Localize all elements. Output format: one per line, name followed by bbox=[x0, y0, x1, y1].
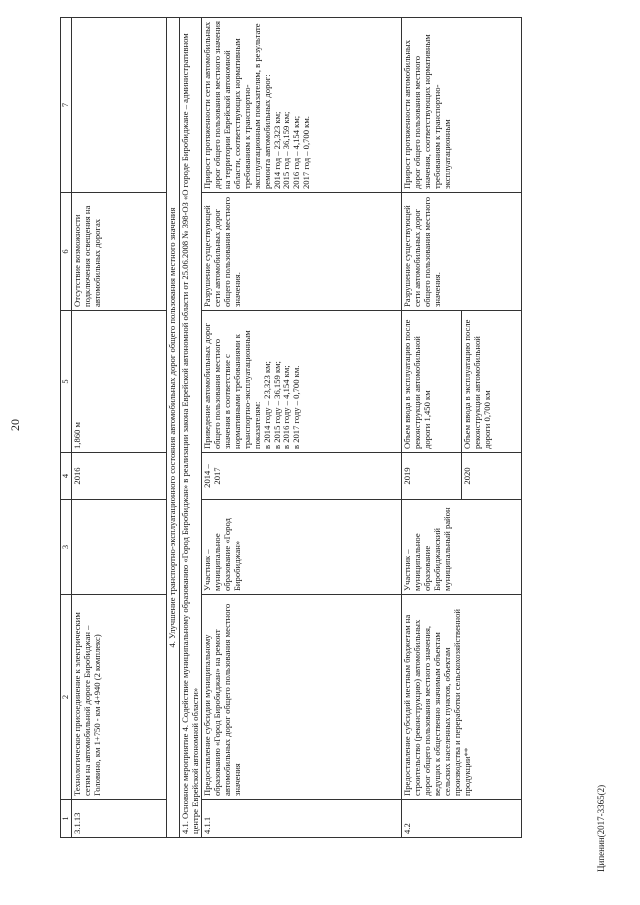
indicator: Прирост протяженности автомобильных дорог общего пользования местного значения, соответствующих нормативным требованиям к транспортно-эксплуатационным bbox=[402, 18, 522, 193]
document-stamp: Ципенин(2017-3365(2) bbox=[596, 784, 606, 872]
page-number: 20 bbox=[8, 419, 22, 431]
col-num-1: 1 bbox=[61, 800, 72, 838]
col-num-5: 5 bbox=[61, 311, 72, 453]
program-table bbox=[60, 17, 522, 838]
expected-result: Объем ввода в эксплуатацию после реконструкции автомобильной дороги 0,700 км bbox=[462, 311, 522, 453]
indicator bbox=[71, 18, 166, 193]
row-number: 3.1.13 bbox=[71, 800, 166, 838]
measure-name: Предоставление субсидий местным бюджетам на строительство (реконструкцию) автомобильных дорог общего пользования местного значения, ведущих к общественно значимым объектам сельских населенных пунктов, объектам производства и переработки сельскохозяйственной продукции** bbox=[402, 595, 522, 800]
participant bbox=[71, 500, 166, 595]
indicator: Прирост протяженности сети автомобильных дорог общего пользования местного значения на территории Еврейской автономной области, соответствующих нормативным требованиям к транспортно-эксплуатационным показателям, в результате ремонта автомобильных дорог: 2014 год – 23,323 км; 2015 год – 36,159 км; 2016 год – 4,154 км; 2017 год – 0,700 км. bbox=[202, 18, 402, 193]
row-number: 4.2 bbox=[402, 800, 522, 838]
column-number-row bbox=[61, 18, 72, 838]
year: 2016 bbox=[71, 453, 166, 500]
section-title: 4. Улучшение транспортно-эксплуатационного состояния автомобильных дорог общего пользования местного значения bbox=[166, 18, 179, 838]
year: 2014 – 2017 bbox=[202, 453, 402, 500]
expected-result: 1,860 м bbox=[71, 311, 166, 453]
col-num-3: 3 bbox=[61, 500, 72, 595]
col-num-2: 2 bbox=[61, 595, 72, 800]
col-num-4: 4 bbox=[61, 453, 72, 500]
risk: Разрушение существующей сети автомобильных дорог общего пользования местного значения. bbox=[402, 193, 522, 311]
section-subtitle: 4.1. Основное мероприятие 4. Содействие муниципальному образованию «Город Биробиджан» в реализации закона Еврейской автономной области от 25.06.2008 № 398-ОЗ «О городе Биробиджане – административном центре Еврейской автономной области» bbox=[179, 18, 202, 838]
table-row bbox=[402, 18, 462, 838]
measure-name: Технологическое присоединение к электрическим сетям на автомобильной дороге Биробиджан – Головино, км 1+750 - км 4+940 (2 комплекс) bbox=[71, 595, 166, 800]
row-number: 4.1.1 bbox=[202, 800, 402, 838]
participant: Участник – муниципальное образование Биробиджанский муниципальный район bbox=[402, 500, 522, 595]
expected-result: Приведение автомобильных дорог общего пользования местного значения в соответствие с нормативными требованиями к транспортно-эксплуатационным показателям: в 2014 году – 23,323 км; в 2015 году – 36,159 км; в 2016 году – 4,154 км; в 2017 году – 0,700 км. bbox=[202, 311, 402, 453]
table-row bbox=[71, 18, 166, 838]
measure-name: Предоставление субсидии муниципальному образованию «Город Биробиджан» на ремонт автомобильных дорог общего пользования местного значения bbox=[202, 595, 402, 800]
section-title-row bbox=[166, 18, 179, 838]
col-num-6: 6 bbox=[61, 193, 72, 311]
risk: Отсутствие возможности подключения освещения на автомобильных дорогах bbox=[71, 193, 166, 311]
risk: Разрушение существующей сети автомобильных дорог общего пользования местного значения. bbox=[202, 193, 402, 311]
participant: Участник – муниципальное образование «Город Биробиджан» bbox=[202, 500, 402, 595]
table-row bbox=[202, 18, 402, 838]
year: 2019 bbox=[402, 453, 462, 500]
year: 2020 bbox=[462, 453, 522, 500]
expected-result: Объем ввода в эксплуатацию после реконструкции автомобильной дороги 1,450 км bbox=[402, 311, 462, 453]
rotated-table-area bbox=[60, 18, 588, 838]
section-subtitle-row bbox=[179, 18, 202, 838]
col-num-7: 7 bbox=[61, 18, 72, 193]
